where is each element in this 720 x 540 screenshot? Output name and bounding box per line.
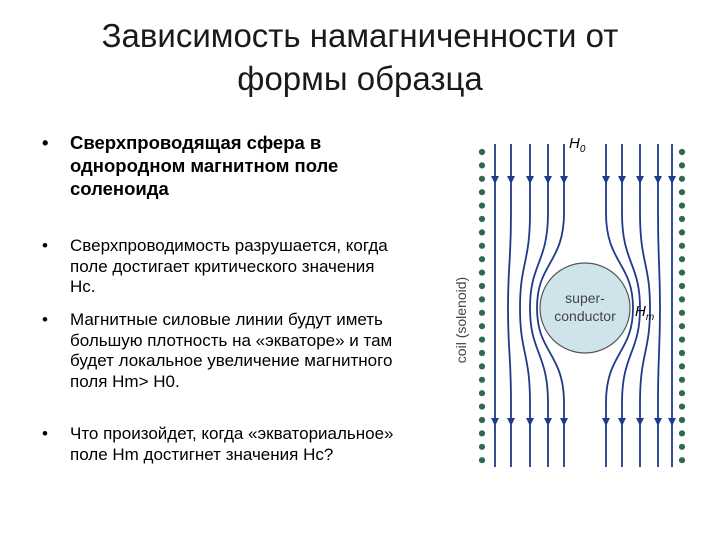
field-arrow <box>636 418 644 426</box>
field-arrow <box>602 176 610 184</box>
bullet-text: Магнитные силовые линии будут иметь большую плотность на «экваторе» и там будет локальное увеличение магнитного поля Hm> H0. <box>70 310 393 391</box>
bullet-superconductivity-breaks <box>42 236 402 298</box>
field-arrow <box>526 176 534 184</box>
coil-dot <box>479 176 485 182</box>
coil-dot <box>679 229 685 235</box>
coil-dot <box>479 350 485 356</box>
coil-dot <box>679 417 685 423</box>
coil-dot <box>679 337 685 343</box>
coil-dot <box>679 162 685 168</box>
bullet-marker: • <box>42 132 49 153</box>
bullet-marker: • <box>42 310 48 329</box>
coil-dot <box>479 229 485 235</box>
bullet-marker: • <box>42 424 48 443</box>
coil-dot <box>479 296 485 302</box>
bullet-superconducting-sphere <box>42 131 402 200</box>
coil-dot <box>479 256 485 262</box>
coil-dot <box>479 323 485 329</box>
coil-dot <box>479 377 485 383</box>
field-arrow <box>544 418 552 426</box>
coil-dot <box>679 296 685 302</box>
coil-dot <box>479 283 485 289</box>
coil-dot <box>479 162 485 168</box>
title-line-2: формы образца <box>237 60 483 97</box>
coil-label: coil (solenoid) <box>453 276 469 364</box>
coil-dot <box>679 283 685 289</box>
solenoid-figure <box>450 122 710 477</box>
field-arrow <box>636 176 644 184</box>
coil-dot <box>479 444 485 450</box>
sphere-label-line1: super- <box>565 290 605 306</box>
coil-dot <box>679 430 685 436</box>
bullet-text: Сверхпроводимость разрушается, когда поле достигает критического значения Hc. <box>70 236 388 296</box>
coil-dot <box>679 203 685 209</box>
coil-dot <box>679 149 685 155</box>
coil-dot <box>479 270 485 276</box>
field-arrow <box>507 176 515 184</box>
coil-dot <box>679 176 685 182</box>
bullet-field-lines-density <box>42 310 402 392</box>
slide-title <box>40 14 680 100</box>
field-arrow <box>668 176 676 184</box>
coil-dot <box>479 203 485 209</box>
field-arrow <box>544 176 552 184</box>
h0-label: $H_0$ <box>569 135 586 155</box>
coil-dot <box>479 404 485 410</box>
coil-dot <box>479 417 485 423</box>
coil-dot <box>679 189 685 195</box>
coil-dot <box>479 216 485 222</box>
field-arrow <box>560 418 568 426</box>
coil-dot <box>679 256 685 262</box>
field-arrow <box>560 176 568 184</box>
coil-dot <box>679 270 685 276</box>
field-arrow <box>491 176 499 184</box>
coil-dot <box>679 404 685 410</box>
coil-dot <box>679 363 685 369</box>
coil-dot <box>479 149 485 155</box>
field-arrow <box>654 418 662 426</box>
field-arrow <box>654 176 662 184</box>
coil-right-dots <box>679 149 685 463</box>
field-arrow <box>526 418 534 426</box>
field-arrow <box>491 418 499 426</box>
coil-dot <box>479 310 485 316</box>
hm-label: $H_m$ <box>635 303 655 323</box>
coil-dot <box>479 457 485 463</box>
coil-left-dots <box>479 149 485 463</box>
coil-dot <box>679 323 685 329</box>
coil-dot <box>679 457 685 463</box>
coil-dot <box>479 430 485 436</box>
field-arrow <box>618 176 626 184</box>
field-arrow <box>602 418 610 426</box>
coil-dot <box>679 390 685 396</box>
coil-dot <box>679 310 685 316</box>
field-arrow <box>618 418 626 426</box>
bullet-text: Что произойдет, когда «экваториальное» поле Hm достигнет значения Hc? <box>70 424 394 464</box>
coil-dot <box>479 390 485 396</box>
coil-dot <box>679 350 685 356</box>
bullet-text: Сверхпроводящая сфера в однородном магнитном поле соленоида <box>70 132 339 199</box>
solenoid-diagram <box>450 122 710 477</box>
coil-dot <box>679 243 685 249</box>
coil-dot <box>479 189 485 195</box>
coil-dot <box>679 216 685 222</box>
coil-dot <box>679 444 685 450</box>
coil-dot <box>479 363 485 369</box>
field-arrow <box>668 418 676 426</box>
title-line-1: Зависимость намагниченности от <box>101 17 619 54</box>
bullet-question <box>42 424 402 465</box>
coil-dot <box>479 337 485 343</box>
coil-dot <box>679 377 685 383</box>
sphere-label-line2: conductor <box>554 308 616 324</box>
field-arrow <box>507 418 515 426</box>
bullet-marker: • <box>42 236 48 255</box>
coil-dot <box>479 243 485 249</box>
